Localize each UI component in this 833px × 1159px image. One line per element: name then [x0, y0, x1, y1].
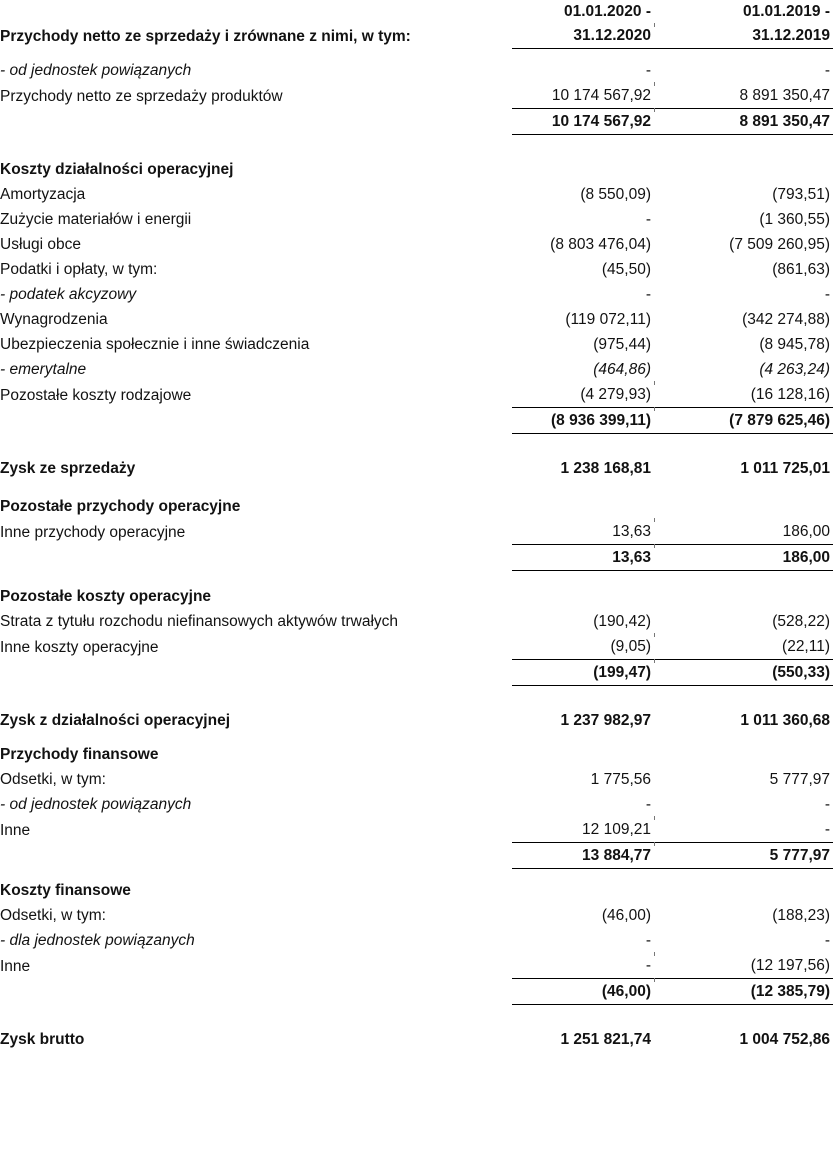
row-value-2020: - [645, 62, 651, 79]
gap-2 [651, 1027, 657, 1052]
table-row-profit-on-sales [0, 456, 833, 481]
row-value-2019: - [824, 62, 830, 79]
other-op-income-section-title: Pozostałe przychody operacyjne [0, 498, 241, 515]
table-row-total-opcosts [0, 408, 833, 434]
gap-2 [651, 494, 657, 519]
table-row [0, 282, 833, 307]
row-label-loss-disposal: Strata z tytułu rozchodu niefinansowych aktywów trwałych [0, 613, 399, 630]
row-value-2019: 8 891 350,47 [657, 83, 833, 109]
spacer [0, 434, 833, 457]
row-value-2019 [657, 584, 833, 609]
gap-2 [651, 456, 657, 481]
fin-costs-section-title: Koszty finansowe [0, 882, 131, 899]
revenue-section-title: Przychody netto ze sprzedaży i zrównane z nimi, w tym: [0, 27, 411, 45]
gap-2 [651, 634, 657, 660]
gap-2 [651, 953, 657, 979]
row-value-2020: 1 775,56 [590, 771, 651, 788]
row-label-fin-income-total [0, 843, 508, 869]
opcosts-section-title: Koszty działalności operacyjnej [0, 161, 234, 178]
row-label-operating-profit: Zysk z działalności operacyjnej [0, 712, 231, 729]
spacer [0, 733, 833, 742]
spacer [0, 571, 833, 585]
row-label-revenue-total [0, 109, 508, 135]
row-value-2020: (190,42) [593, 613, 651, 630]
row-value-2020: (975,44) [593, 336, 651, 353]
table-row-section-fin-income [0, 742, 833, 767]
table-row-total-fin-costs [0, 979, 833, 1005]
row-value-2019: 1 011 360,68 [740, 712, 830, 729]
gap-2 [651, 182, 657, 207]
row-label-external-services: Usługi obce [0, 236, 81, 253]
spacer-cell [0, 434, 833, 457]
row-value-2020: (8 803 476,04) [550, 236, 651, 253]
period-1-line-1: 01.01.2020 - [563, 3, 651, 20]
row-value-2019: (22,11) [657, 634, 833, 660]
period-2-line-1: 01.01.2019 - [742, 3, 830, 20]
row-value-2020: (464,86) [593, 361, 651, 378]
table-row [0, 382, 833, 408]
row-value-2020: 13,63 [512, 519, 651, 545]
row-value-2020: 1 238 168,81 [560, 460, 651, 477]
table-row-total-revenue [0, 109, 833, 135]
table-row [0, 928, 833, 953]
row-value-2020: - [645, 932, 651, 949]
row-value-2019: (8 945,78) [759, 336, 830, 353]
row-label-depreciation: Amortyzacja [0, 186, 86, 203]
table-row-total-other-op-costs [0, 660, 833, 686]
row-label-excise-tax: - podatek akcyzowy [0, 286, 137, 303]
row-label-profit-on-sales: Zysk ze sprzedaży [0, 460, 136, 477]
spacer-cell [0, 135, 833, 158]
row-value-2019: 5 777,97 [769, 771, 830, 788]
gap-2 [651, 843, 657, 869]
row-value-2020 [512, 878, 651, 903]
row-value-2019: (342 274,88) [742, 311, 830, 328]
row-label-revenue-products: Przychody netto ze sprzedaży produktów [0, 87, 283, 105]
table-row-section-other-op-costs [0, 584, 833, 609]
gap-2 [651, 232, 657, 257]
other-op-costs-section-title: Pozostałe koszty operacyjne [0, 588, 212, 605]
row-value-2020 [512, 584, 651, 609]
row-value-2020: (45,50) [601, 261, 651, 278]
row-value-2019 [657, 494, 833, 519]
row-label-fin-costs-total [0, 979, 508, 1005]
gap-2 [651, 332, 657, 357]
spacer-cell [0, 49, 833, 59]
row-value-2020: (119 072,11) [565, 311, 651, 328]
table-row [0, 257, 833, 282]
gap-2 [651, 257, 657, 282]
table-row [0, 953, 833, 979]
period-2-line-2: 31.12.2019 [657, 24, 833, 49]
table-row-total-fin-income [0, 843, 833, 869]
row-label-other-costs: Pozostałe koszty rodzajowe [0, 386, 192, 404]
fin-income-section-title: Przychody finansowe [0, 746, 159, 763]
row-value-2019: (861,63) [772, 261, 830, 278]
gap-2 [651, 382, 657, 408]
gap-2 [651, 903, 657, 928]
row-value-2020: 12 109,21 [512, 817, 651, 843]
row-value-2019: 186,00 [657, 519, 833, 545]
row-value-2020: 13,63 [512, 545, 651, 571]
row-value-2019: (793,51) [772, 186, 830, 203]
spacer [0, 49, 833, 59]
row-label-fin-cost-related: - dla jednostek powiązanych [0, 932, 195, 949]
row-label-fin-cost-other: Inne [0, 957, 31, 975]
spacer-cell [0, 733, 833, 742]
table-row-total-other-op-income [0, 545, 833, 571]
row-value-2019: (12 385,79) [657, 979, 833, 1005]
spacer [0, 1005, 833, 1028]
row-value-2019: 5 777,97 [657, 843, 833, 869]
gap-2 [651, 282, 657, 307]
row-value-2019 [657, 157, 833, 182]
row-value-2019: (7 879 625,46) [657, 408, 833, 434]
row-label-revenue-related: - od jednostek powiązanych [0, 62, 192, 79]
row-label-other-op-costs-total [0, 660, 508, 686]
row-value-2019: 1 004 752,86 [739, 1031, 830, 1048]
row-value-2020: (46,00) [601, 907, 651, 924]
table-row-operating-profit [0, 708, 833, 733]
table-row [0, 332, 833, 357]
row-value-2020 [512, 494, 651, 519]
table-row-gross-profit [0, 1027, 833, 1052]
row-value-2019: - [824, 796, 830, 813]
table-row [0, 182, 833, 207]
row-value-2020: 1 251 821,74 [560, 1031, 651, 1048]
row-value-2019: - [824, 932, 830, 949]
row-label-social-insurance: Ubezpieczenia społecznie i inne świadczenia [0, 336, 310, 353]
row-value-2020: 10 174 567,92 [512, 109, 651, 135]
row-label-fin-interest-related: - od jednostek powiązanych [0, 796, 192, 813]
gap-2 [651, 519, 657, 545]
spacer [0, 686, 833, 709]
row-label-taxes-fees: Podatki i opłaty, w tym: [0, 261, 158, 278]
spacer-cell [0, 686, 833, 709]
row-value-2020: - [512, 953, 651, 979]
gap-2 [651, 584, 657, 609]
table-row [0, 58, 833, 83]
row-value-2020 [512, 157, 651, 182]
row-value-2020: (8 936 399,11) [512, 408, 651, 434]
gap-2 [651, 792, 657, 817]
row-value-2020: (199,47) [512, 660, 651, 686]
spacer-cell [0, 571, 833, 585]
table-header-row-2 [0, 24, 833, 49]
table-row-section-fin-costs [0, 878, 833, 903]
spacer [0, 481, 833, 494]
row-value-2019: (16 128,16) [657, 382, 833, 408]
gap-2 [651, 307, 657, 332]
gap-2 [651, 928, 657, 953]
row-value-2020 [512, 742, 651, 767]
row-label-gross-profit: Zysk brutto [0, 1031, 85, 1048]
row-label-fin-cost-interest: Odsetki, w tym: [0, 907, 106, 924]
row-label-opcosts-total [0, 408, 508, 434]
table-row [0, 307, 833, 332]
gap-2 [651, 660, 657, 686]
row-label-materials: Zużycie materiałów i energii [0, 211, 192, 228]
row-value-2019: - [824, 286, 830, 303]
row-label-salaries: Wynagrodzenia [0, 311, 108, 328]
row-label-fin-interest: Odsetki, w tym: [0, 771, 106, 788]
row-value-2020: 1 237 982,97 [560, 712, 651, 729]
row-value-2020: - [645, 286, 651, 303]
table-row [0, 519, 833, 545]
row-value-2019: (1 360,55) [759, 211, 830, 228]
row-value-2019 [657, 878, 833, 903]
header-label-blank [0, 0, 508, 24]
row-value-2020: (4 279,93) [512, 382, 651, 408]
gap-2 [651, 545, 657, 571]
gap-2 [651, 408, 657, 434]
row-label-other-op-income: Inne przychody operacyjne [0, 523, 186, 541]
row-label-fin-other: Inne [0, 821, 31, 839]
gap-2 [651, 609, 657, 634]
table-row [0, 903, 833, 928]
row-value-2020: (46,00) [512, 979, 651, 1005]
table-row [0, 357, 833, 382]
row-value-2020: 10 174 567,92 [512, 83, 651, 109]
gap-2 [651, 109, 657, 135]
gap-2 [651, 357, 657, 382]
spacer [0, 135, 833, 158]
row-value-2019: 8 891 350,47 [657, 109, 833, 135]
gap-2 [651, 24, 657, 49]
gap-2 [651, 979, 657, 1005]
table-row [0, 207, 833, 232]
row-label-pension: - emerytalne [0, 361, 87, 378]
table-row [0, 767, 833, 792]
row-value-2020: - [645, 796, 651, 813]
spacer-cell [0, 1005, 833, 1028]
row-value-2019: (550,33) [657, 660, 833, 686]
row-value-2019: (188,23) [772, 907, 830, 924]
spacer-cell [0, 869, 833, 879]
row-label-other-op-costs: Inne koszty operacyjne [0, 638, 159, 656]
table-row [0, 817, 833, 843]
row-value-2019: 1 011 725,01 [740, 460, 830, 477]
spacer-cell [0, 481, 833, 494]
table-header-row-1 [0, 0, 833, 24]
gap-2 [651, 708, 657, 733]
row-value-2019: 186,00 [657, 545, 833, 571]
gap-2 [651, 83, 657, 109]
gap-2 [651, 58, 657, 83]
table-row-section-opcosts [0, 157, 833, 182]
row-value-2020: (8 550,09) [580, 186, 651, 203]
gap-2 [651, 767, 657, 792]
gap-2 [651, 207, 657, 232]
table-row-section-other-op-income [0, 494, 833, 519]
spacer [0, 869, 833, 879]
table-row [0, 232, 833, 257]
row-value-2020: 13 884,77 [512, 843, 651, 869]
gap-2 [651, 817, 657, 843]
row-value-2020: - [645, 211, 651, 228]
table-row [0, 792, 833, 817]
row-value-2019: (12 197,56) [657, 953, 833, 979]
row-value-2020: (9,05) [512, 634, 651, 660]
row-value-2019: (7 509 260,95) [729, 236, 830, 253]
row-value-2019: - [657, 817, 833, 843]
gap-2 [651, 742, 657, 767]
row-value-2019: (4 263,24) [759, 361, 830, 378]
table-row [0, 83, 833, 109]
row-value-2019: (528,22) [772, 613, 830, 630]
table-row [0, 634, 833, 660]
gap-2 [651, 157, 657, 182]
row-label-other-op-income-total [0, 545, 508, 571]
row-value-2019 [657, 742, 833, 767]
table-row [0, 609, 833, 634]
period-1-line-2: 31.12.2020 [512, 24, 651, 49]
gap-2 [651, 0, 657, 24]
gap-2 [651, 878, 657, 903]
